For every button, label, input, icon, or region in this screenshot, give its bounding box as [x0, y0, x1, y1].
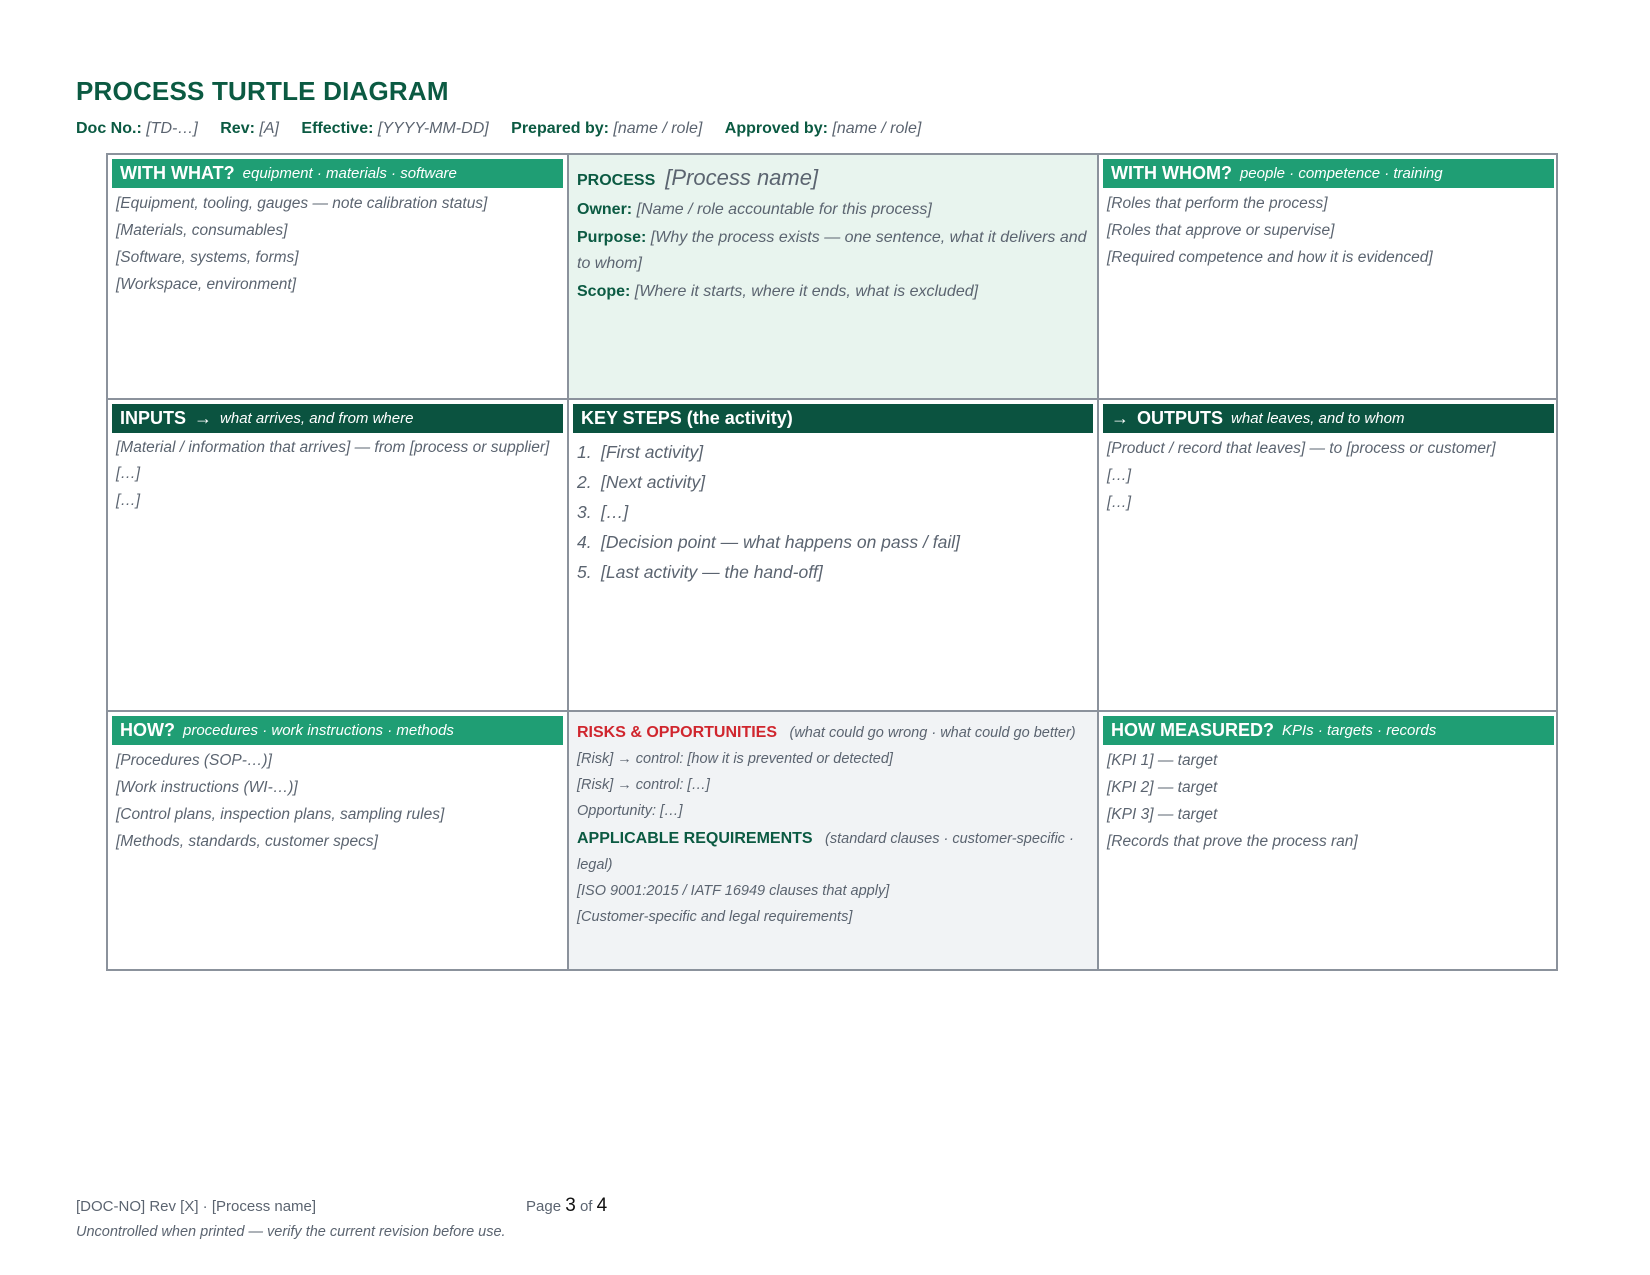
- purpose-label: Purpose:: [577, 229, 647, 246]
- rev-label: Rev:: [220, 120, 255, 137]
- risks-heading: RISKS & OPPORTUNITIES: [577, 724, 778, 741]
- outputs-cell: [1099, 400, 1558, 712]
- arrow-right-icon: →: [194, 408, 213, 428]
- step-item: 2. [Next activity]: [577, 472, 706, 492]
- rev-value: [A]: [259, 120, 279, 137]
- with-whom-heading: WITH WHOM?: [1111, 163, 1232, 183]
- list-item: [Roles that approve or supervise]: [1107, 222, 1335, 239]
- prepared-by-value: [name / role]: [613, 120, 703, 137]
- list-item: [ISO 9001:2015 / IATF 16949 clauses that apply]: [577, 883, 890, 899]
- with-whom-cell: [1099, 155, 1558, 400]
- with-whom-header: [1103, 159, 1554, 188]
- with-what-header: [112, 159, 563, 188]
- key-steps-cell: [569, 400, 1099, 712]
- effective-label: Effective:: [301, 120, 374, 137]
- with-whom-subheading: people · competence · training: [1239, 165, 1443, 182]
- of-word: of: [579, 1198, 593, 1215]
- prepared-by-label: Prepared by:: [511, 120, 609, 137]
- inputs-cell: [108, 400, 569, 712]
- step-item: 3. […]: [577, 502, 629, 522]
- document-meta: [76, 120, 939, 138]
- footer: [76, 1195, 608, 1216]
- document-title: PROCESS TURTLE DIAGRAM: [76, 76, 449, 106]
- list-item: [Software, systems, forms]: [116, 249, 299, 266]
- how-measured-cell: [1099, 712, 1558, 969]
- list-item: [Customer-specific and legal requirements]: [577, 909, 853, 925]
- scope-label: Scope:: [577, 283, 631, 300]
- list-item: [Roles that perform the process]: [1107, 195, 1328, 212]
- list-item: [Material / information that arrives] — from [process or supplier]: [116, 439, 550, 456]
- requirements-note: (standard clauses · customer-specific · legal): [577, 831, 1074, 873]
- turtle-diagram-grid: [106, 153, 1558, 971]
- total-pages: 4: [596, 1195, 608, 1216]
- purpose-value: [Why the process exists — one sentence, what it delivers and to whom]: [577, 229, 1087, 272]
- how-measured-header: [1103, 716, 1554, 745]
- arrow-right-icon: →: [1111, 408, 1129, 428]
- list-item: [Product / record that leaves] — to [process or customer]: [1107, 440, 1496, 457]
- list-item: [Work instructions (WI-…)]: [116, 779, 298, 796]
- list-item: [Records that prove the process ran]: [1107, 833, 1358, 850]
- with-what-heading: WITH WHAT?: [120, 163, 235, 183]
- doc-no-value: [TD-…]: [146, 120, 198, 137]
- effective-value: [YYYY-MM-DD]: [377, 120, 489, 137]
- how-subheading: procedures · work instructions · methods: [182, 722, 454, 739]
- list-item: [Risk] → control: […]: [577, 777, 710, 793]
- doc-no-label: Doc No.:: [76, 120, 142, 137]
- risks-cell: [569, 712, 1099, 969]
- with-what-cell: [108, 155, 569, 400]
- list-item: [KPI 1] — target: [1107, 752, 1218, 769]
- outputs-subheading: what leaves, and to whom: [1231, 410, 1405, 427]
- process-name: [Process name]: [665, 165, 819, 190]
- outputs-header: [1103, 404, 1554, 433]
- requirements-heading: APPLICABLE REQUIREMENTS: [577, 830, 813, 847]
- page-number: [526, 1195, 607, 1217]
- list-item: [KPI 2] — target: [1107, 779, 1218, 796]
- key-steps-heading: KEY STEPS (the activity): [581, 408, 793, 428]
- list-item: [Workspace, environment]: [116, 276, 297, 293]
- footer-doc-ref: [DOC-NO] Rev [X] · [Process name]: [76, 1198, 317, 1215]
- step-item: 5. [Last activity — the hand-off]: [577, 562, 823, 582]
- scope-value: [Where it starts, where it ends, what is excluded]: [634, 283, 979, 300]
- inputs-subheading: what arrives, and from where: [220, 410, 414, 427]
- process-cell: [569, 155, 1099, 400]
- step-item: 4. [Decision point — what happens on pass / fail]: [577, 532, 960, 552]
- approved-by-value: [name / role]: [832, 120, 922, 137]
- key-steps-header: [573, 404, 1093, 433]
- approved-by-label: Approved by:: [724, 120, 828, 137]
- list-item: [Equipment, tooling, gauges — note calibration status]: [116, 195, 488, 212]
- owner-label: Owner:: [577, 201, 633, 218]
- list-item: [Control plans, inspection plans, sampling rules]: [116, 806, 445, 823]
- outputs-heading: OUTPUTS: [1137, 408, 1224, 428]
- how-measured-heading: HOW MEASURED?: [1111, 720, 1274, 740]
- page-word: Page: [526, 1198, 562, 1215]
- list-item: […]: [1107, 467, 1132, 484]
- inputs-heading: INPUTS: [120, 408, 187, 428]
- risks-note: (what could go wrong · what could go better): [789, 725, 1076, 741]
- how-header: [112, 716, 563, 745]
- step-item: 1. [First activity]: [577, 442, 704, 462]
- list-item: Opportunity: […]: [577, 803, 683, 819]
- owner-value: [Name / role accountable for this process]: [636, 201, 932, 218]
- process-label: PROCESS: [577, 172, 656, 189]
- list-item: [Required competence and how it is evidenced]: [1107, 249, 1433, 266]
- how-cell: [108, 712, 569, 969]
- footer-note: Uncontrolled when printed — verify the current revision before use.: [76, 1224, 506, 1240]
- current-page: 3: [565, 1195, 576, 1216]
- list-item: […]: [116, 492, 141, 509]
- list-item: [Materials, consumables]: [116, 222, 288, 239]
- list-item: [Risk] → control: [how it is prevented or detected]: [577, 751, 893, 767]
- how-measured-subheading: KPIs · targets · records: [1282, 722, 1437, 739]
- how-heading: HOW?: [120, 720, 175, 740]
- list-item: [Methods, standards, customer specs]: [116, 833, 378, 850]
- inputs-header: [112, 404, 563, 433]
- with-what-subheading: equipment · materials · software: [242, 165, 457, 182]
- list-item: […]: [116, 465, 141, 482]
- list-item: […]: [1107, 494, 1132, 511]
- list-item: [Procedures (SOP-…)]: [116, 752, 272, 769]
- list-item: [KPI 3] — target: [1107, 806, 1218, 823]
